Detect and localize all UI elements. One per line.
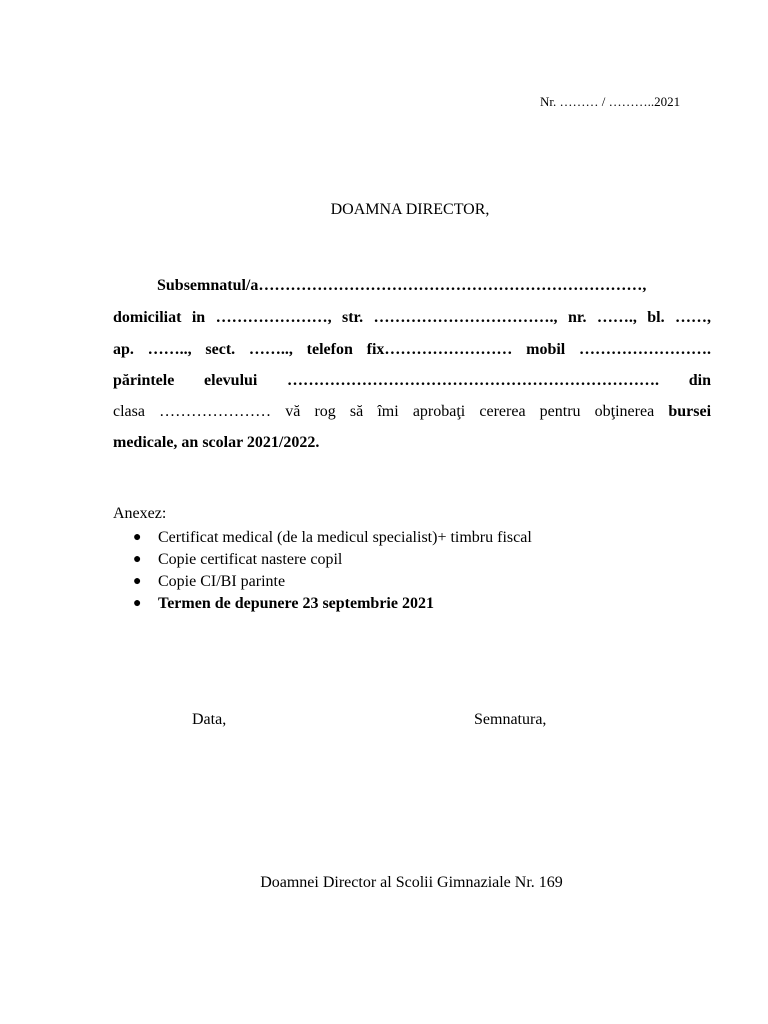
annex-item-text: Termen de depunere 23 septembrie 2021 (158, 595, 434, 612)
recipient-footer: Doamnei Director al Scolii Gimnaziale Nr. 169 (260, 874, 563, 891)
bullet-icon: ● (133, 530, 142, 545)
body-line-parent: părintele elevului ……………………………………………………………. din (113, 372, 711, 389)
signature-label: Semnatura, (474, 711, 547, 728)
annex-list (113, 527, 532, 615)
bullet-icon: ● (133, 574, 142, 589)
body-line-request (113, 403, 711, 421)
annex-item-text: Copie certificat nastere copil (158, 551, 343, 568)
body-line-contact: ap. …….., sect. …….., telefon fix…………………… mobil ……………………. (113, 341, 711, 358)
body-line-applicant: Subsemnatul/a………………………………………………………………, (157, 277, 647, 294)
list-item (113, 527, 532, 549)
bullet-icon: ● (133, 596, 142, 611)
document-title: DOAMNA DIRECTOR, (330, 201, 490, 218)
list-item (113, 549, 532, 571)
body-line-address: domiciliat in …………………, str. ……………………………., nr. ……., bl. ……, (113, 309, 711, 326)
bullet-icon: ● (133, 552, 142, 567)
list-item (113, 571, 532, 593)
list-item (113, 593, 532, 615)
date-label: Data, (192, 711, 227, 728)
annex-label: Anexez: (113, 505, 167, 522)
reference-number: Nr. ……… / ………..2021 (540, 94, 681, 109)
request-text: clasa ………………… vă rog să îmi aprobaţi cererea pentru obţinerea (113, 403, 655, 420)
body-line-scholarship: medicale, an scolar 2021/2022. (113, 434, 320, 451)
annex-item-text: Copie CI/BI parinte (158, 573, 286, 590)
annex-item-text: Certificat medical (de la medicul specialist)+ timbru fiscal (158, 529, 532, 546)
request-bold-text: bursei (668, 403, 712, 420)
